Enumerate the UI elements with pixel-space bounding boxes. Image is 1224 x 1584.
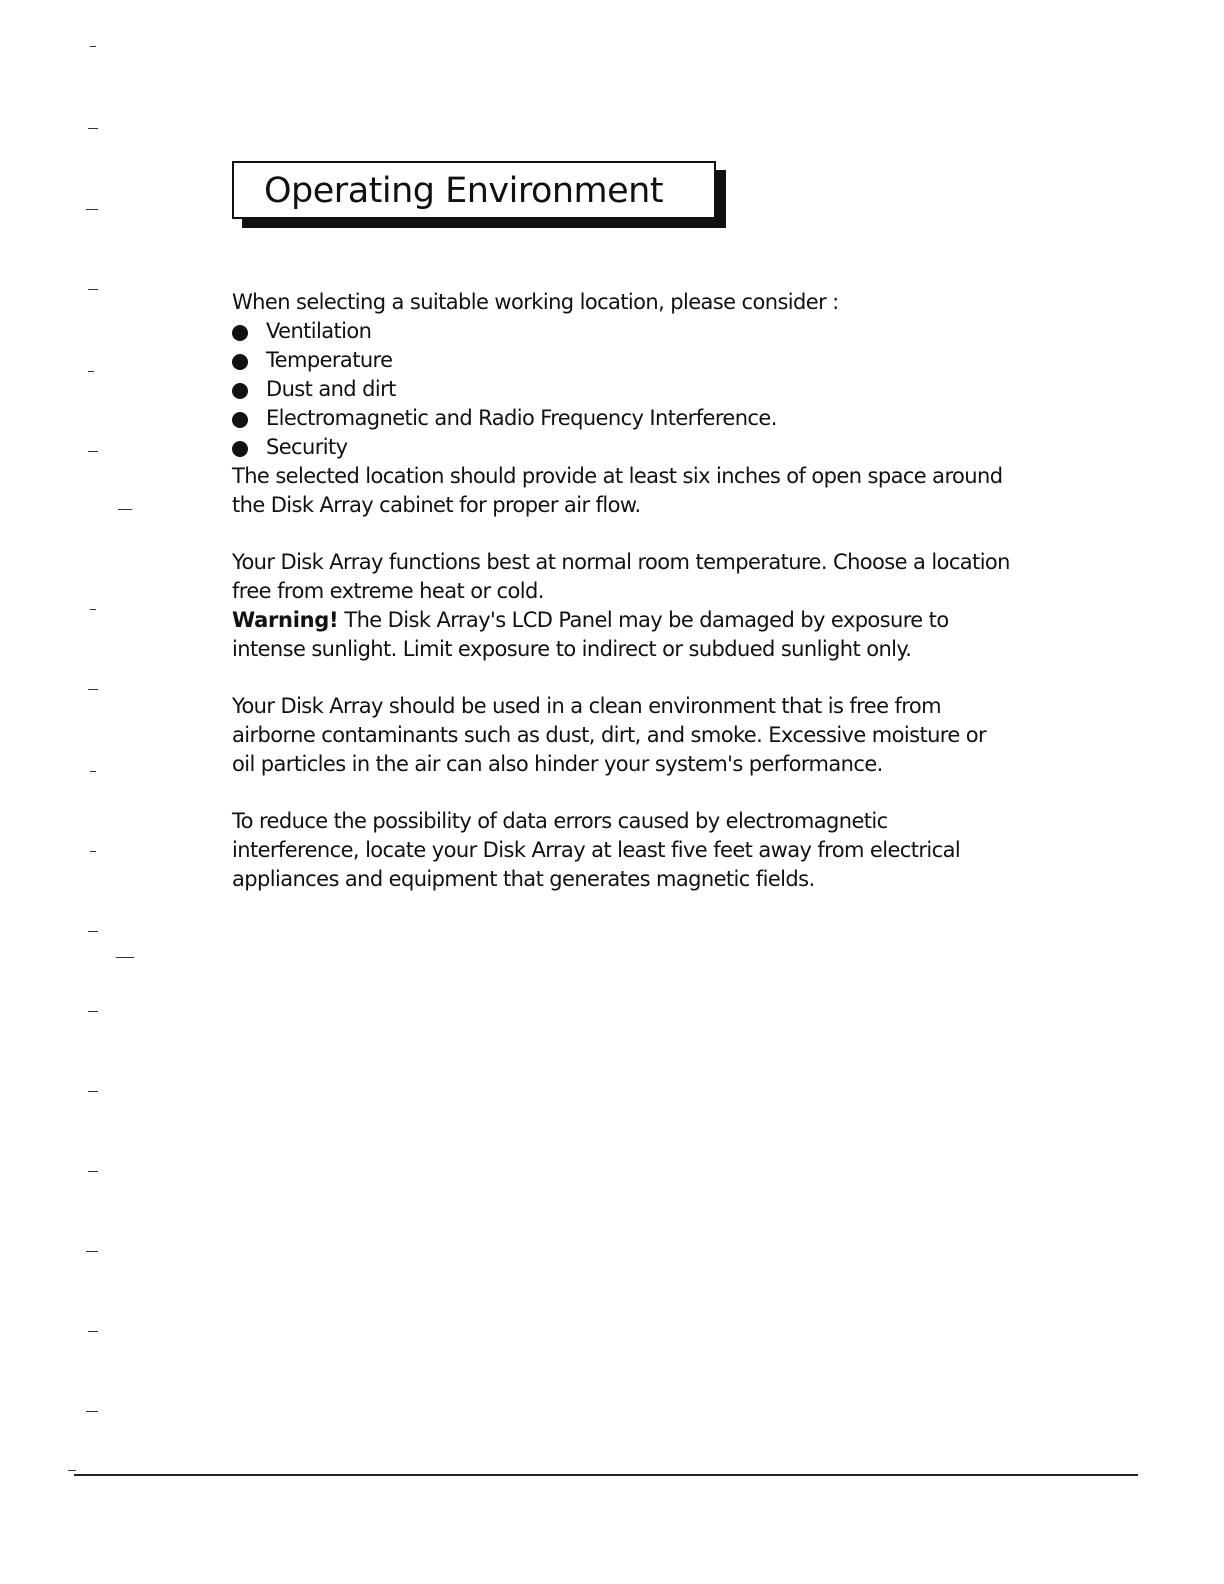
margin-mark xyxy=(88,128,98,129)
intro-text: When selecting a suitable working location, please consider : xyxy=(232,290,839,314)
paragraph-spacer xyxy=(232,520,1012,548)
page-title: Operating Environment xyxy=(264,171,664,211)
list-item-label: Ventilation xyxy=(266,319,372,343)
margin-mark xyxy=(88,371,94,372)
dust-paragraph: Your Disk Array should be used in a clean environment that is free from airborne contaminants such as dust, dirt, and smoke. Excessive moisture or oil particles in the air can also hinder your system's performance. xyxy=(232,694,987,776)
section-heading-box xyxy=(232,161,716,219)
warning-paragraph xyxy=(232,606,1012,664)
list-item-label: Electromagnetic and Radio Frequency Interference. xyxy=(266,406,777,430)
margin-mark xyxy=(86,1411,98,1412)
margin-mark xyxy=(90,46,96,47)
margin-mark xyxy=(90,609,96,610)
bullet-icon xyxy=(232,354,248,370)
bullet-icon xyxy=(232,412,248,428)
list-item xyxy=(232,433,1012,462)
margin-mark xyxy=(68,1470,76,1471)
paragraph-spacer xyxy=(232,664,1012,692)
list-item xyxy=(232,404,1012,433)
list-item xyxy=(232,317,1012,346)
paragraph-spacer xyxy=(232,779,1012,807)
temperature-paragraph: Your Disk Array functions best at normal room temperature. Choose a location free from extreme heat or cold. xyxy=(232,550,1010,603)
margin-mark xyxy=(88,689,98,690)
list-item xyxy=(232,375,1012,404)
margin-mark xyxy=(88,1331,98,1332)
bullet-icon xyxy=(232,325,248,341)
warning-label: Warning! xyxy=(232,608,339,632)
footer-divider xyxy=(74,1474,1138,1476)
warning-text: The Disk Array's LCD Panel may be damaged by exposure to intense sunlight. Limit exposure to indirect or subdued sunlight only. xyxy=(232,608,949,661)
list-item xyxy=(232,346,1012,375)
list-item-label: Temperature xyxy=(266,348,393,372)
list-item-label: Dust and dirt xyxy=(266,377,396,401)
margin-mark xyxy=(90,771,96,772)
margin-mark xyxy=(118,509,132,510)
margin-mark xyxy=(88,451,98,452)
margin-mark xyxy=(116,957,134,958)
considerations-list xyxy=(232,317,1012,462)
margin-mark xyxy=(88,1011,98,1012)
margin-mark xyxy=(90,851,96,852)
emi-paragraph: To reduce the possibility of data errors caused by electromagnetic interference, locate your Disk Array at least five feet away from electrical appliances and equipment that generates magnetic fields. xyxy=(232,809,961,891)
bullet-icon xyxy=(232,441,248,457)
margin-mark xyxy=(88,1091,98,1092)
body-content xyxy=(232,288,1012,894)
margin-mark xyxy=(88,289,98,290)
margin-mark xyxy=(86,1251,98,1252)
ventilation-paragraph: The selected location should provide at least six inches of open space around the Disk Array cabinet for proper air flow. xyxy=(232,464,1003,517)
margin-mark xyxy=(88,1171,98,1172)
margin-mark xyxy=(88,931,98,932)
list-item-label: Security xyxy=(266,435,348,459)
bullet-icon xyxy=(232,383,248,399)
margin-mark xyxy=(86,209,98,210)
